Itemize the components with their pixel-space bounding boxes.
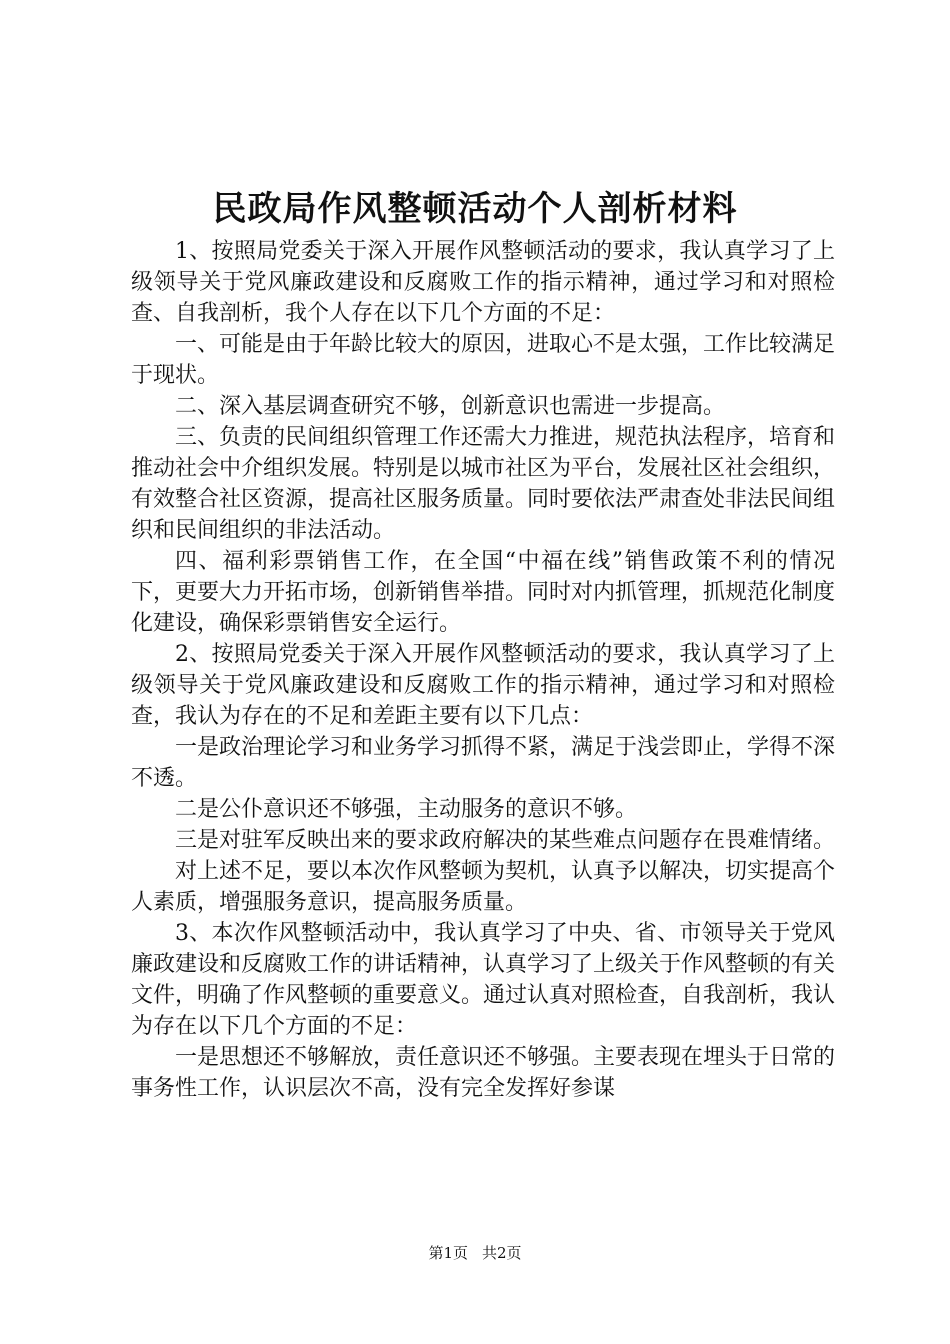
paragraph: 一、可能是由于年龄比较大的原因，进取心不是太强，工作比较满足于现状。 (131, 332, 836, 388)
document-title: 民政局作风整顿活动个人剖析材料 (212, 189, 738, 229)
paragraph: 一是思想还不够解放，责任意识还不够强。主要表现在埋头于日常的事务性工作，认识层次不高，没有完全发挥好参谋 (131, 1045, 836, 1101)
paragraph: 三、负责的民间组织管理工作还需大力推进，规范执法程序，培育和推动社会中介组织发展。特别是以城市社区为平台，发展社区社会组织，有效整合社区资源，提高社区服务质量。同时要依法严肃查处非法民间组织和民间组织的非法活动。 (131, 425, 836, 543)
paragraph: 四、福利彩票销售工作，在全国“中福在线”销售政策不利的情况下，更要大力开拓市场，创新销售举措。同时对内抓管理，抓规范化制度化建设，确保彩票销售安全运行。 (131, 549, 836, 636)
paragraph: 3、本次作风整顿活动中，我认真学习了中央、省、市领导关于党风廉政建设和反腐败工作的讲话精神，认真学习了上级关于作风整顿的有关文件，明确了作风整顿的重要意义。通过认真对照检查，自我剖析，我认为存在以下几个方面的不足： (131, 921, 836, 1039)
paragraph: 对上述不足，要以本次作风整顿为契机，认真予以解决，切实提高个人素质，增强服务意识，提高服务质量。 (131, 859, 836, 915)
paragraph: 二是公仆意识还不够强，主动服务的意识不够。 (175, 797, 638, 822)
paragraph: 三是对驻军反映出来的要求政府解决的某些难点问题存在畏难情绪。 (175, 828, 836, 853)
paragraph: 一是政治理论学习和业务学习抓得不紧，满足于浅尝即止，学得不深不透。 (131, 735, 836, 791)
paragraph: 2、按照局党委关于深入开展作风整顿活动的要求，我认真学习了上级领导关于党风廉政建设和反腐败工作的指示精神，通过学习和对照检查，我认为存在的不足和差距主要有以下几点： (131, 642, 835, 729)
document-body (131, 236, 835, 1104)
page-number: 第1页 (428, 1244, 468, 1262)
paragraph: 1、按照局党委关于深入开展作风整顿活动的要求，我认真学习了上级领导关于党风廉政建设和反腐败工作的指示精神，通过学习和对照检查、自我剖析，我个人存在以下几个方面的不足： (131, 239, 835, 326)
page-footer (0, 1243, 950, 1263)
page-total: 共2页 (482, 1244, 522, 1262)
paragraph: 二、深入基层调查研究不够，创新意识也需进一步提高。 (175, 394, 726, 419)
